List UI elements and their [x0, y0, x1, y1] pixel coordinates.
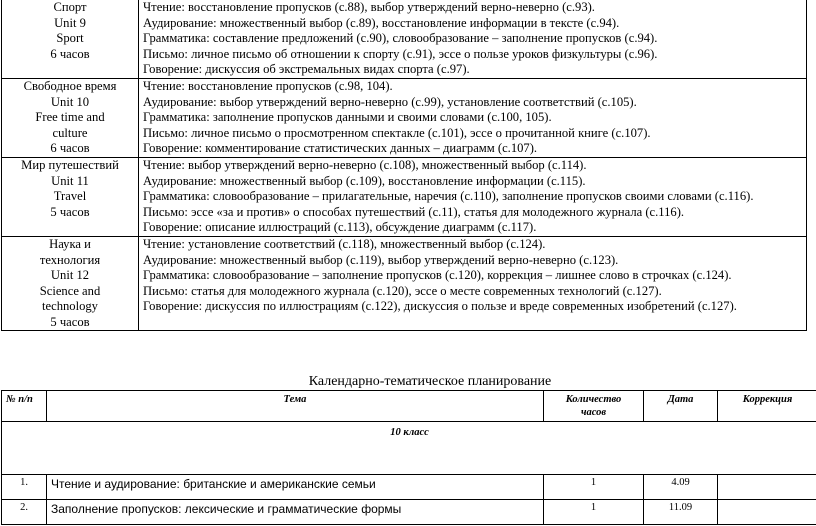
header-hours-line1: Количество	[565, 394, 622, 405]
calendar-header-row	[2, 391, 816, 422]
lesson-topic: Заполнение пропусков: лексические и грамматические формы	[47, 500, 544, 525]
description-line: Говорение: описание иллюстраций (с.113), обсуждение диаграмм (с.117).	[143, 220, 537, 235]
description-line: Письмо: личное письмо о просмотренном спектакле (с.101), эссе о прочитанной книге (с.107).	[143, 125, 651, 140]
header-correction: Коррекция	[718, 391, 816, 422]
unit-line: culture	[52, 125, 88, 140]
lesson-topic: Чтение и аудирование: британские и американские семьи	[47, 475, 544, 500]
unit-line: Unit 9	[54, 15, 86, 30]
unit-description-cell	[139, 236, 807, 331]
unit-line: Свободное время	[23, 78, 117, 93]
description-line: Говорение: комментирование статистических данных – диаграмм (с.107).	[143, 141, 538, 156]
lesson-hours: 1	[544, 500, 644, 525]
lesson-correction	[718, 500, 816, 525]
lesson-row	[2, 475, 816, 500]
grade-label: 10 класс	[2, 422, 816, 475]
unit-line: Unit 10	[50, 94, 90, 109]
description-line: Аудирование: множественный выбор (с.119), выбор утверждений верно-неверно (с.123).	[143, 252, 619, 267]
unit-description-cell	[139, 157, 807, 236]
unit-description-cell	[139, 0, 807, 78]
unit-line: 6 часов	[50, 141, 90, 156]
curriculum-units-table	[1, 0, 807, 331]
unit-cell	[2, 78, 139, 157]
unit-row	[2, 78, 807, 157]
unit-line: Unit 12	[50, 268, 90, 283]
description-line: Чтение: выбор утверждений верно-неверно (с.108), множественный выбор (с.114).	[143, 157, 587, 172]
unit-row	[2, 236, 807, 331]
description-line: Чтение: установление соответствий (с.118), множественный выбор (с.124).	[143, 236, 546, 251]
description-line: Письмо: статья для молодежного журнала (с.120), эссе о месте современных технологий (с.127).	[143, 283, 662, 298]
grade-row	[2, 422, 816, 475]
description-line: Аудирование: множественный выбор (с.89), восстановление информации в тексте (с.94).	[143, 15, 620, 30]
unit-line: 5 часов	[50, 204, 90, 219]
unit-line: Sport	[56, 31, 84, 46]
unit-line: Мир путешествий	[21, 157, 119, 172]
unit-row	[2, 0, 807, 78]
unit-cell	[2, 236, 139, 331]
unit-cell	[2, 157, 139, 236]
lesson-num: 2.	[2, 500, 47, 525]
units-body	[2, 0, 807, 331]
lesson-row	[2, 500, 816, 525]
lesson-hours: 1	[544, 475, 644, 500]
description-line: Говорение: дискуссия об экстремальных видах спорта (с.97).	[143, 62, 470, 77]
description-line: Грамматика: словообразование – прилагательные, наречия (с.110), заполнение пропусков своими словами (с.116).	[143, 189, 754, 204]
unit-line: Science and	[39, 283, 101, 298]
lesson-correction	[718, 475, 816, 500]
description-line: Грамматика: заполнение пропусков данными и своими словами (с.100, 105).	[143, 110, 552, 125]
unit-line: Unit 11	[51, 173, 89, 188]
description-line: Письмо: личное письмо об отношении к спорту (с.91), эссе о пользе уроков физкультуры (с.96).	[143, 46, 658, 61]
unit-line: технология	[39, 252, 101, 267]
lesson-num: 1.	[2, 475, 47, 500]
description-line: Чтение: восстановление пропусков (с.88), выбор утверждений верно-неверно (с.93).	[143, 0, 595, 14]
unit-line: Спорт	[53, 0, 87, 14]
calendar-plan-table	[1, 390, 816, 525]
unit-line: 6 часов	[50, 46, 90, 61]
lesson-date: 4.09	[644, 475, 718, 500]
unit-line: technology	[42, 299, 98, 314]
unit-line: Travel	[53, 189, 87, 204]
description-line: Письмо: эссе «за и против» о способах путешествий (с.11), статья для молодежного журнала (с.116).	[143, 204, 685, 219]
unit-cell	[2, 0, 139, 78]
calendar-title: Календарно-тематическое планирование	[308, 374, 552, 389]
unit-line: Наука и	[49, 236, 91, 251]
description-line: Грамматика: словообразование – заполнение пропусков (с.120), коррекция – лишнее слово в строчках (с.124).	[143, 268, 732, 283]
description-line: Грамматика: составление предложений (с.90), словообразование – заполнение пропусков (с.94).	[143, 31, 658, 46]
header-hours	[544, 391, 644, 422]
header-topic: Тема	[47, 391, 544, 422]
header-hours-line2: часов	[580, 407, 607, 418]
unit-description-cell	[139, 78, 807, 157]
description-line: Аудирование: выбор утверждений верно-неверно (с.99), установление соответствий (с.105).	[143, 94, 637, 109]
description-line: Аудирование: множественный выбор (с.109), восстановление информации (с.115).	[143, 173, 586, 188]
unit-row	[2, 157, 807, 236]
unit-line: 5 часов	[50, 314, 90, 329]
lesson-date: 11.09	[644, 500, 718, 525]
header-date: Дата	[644, 391, 718, 422]
description-line: Чтение: восстановление пропусков (с.98, 104).	[143, 78, 393, 93]
unit-line: Free time and	[35, 110, 105, 125]
description-line: Говорение: дискуссия по иллюстрациям (с.122), дискуссия о пользе и вреде современных изобретений (с.127).	[143, 299, 737, 314]
header-num: № п/п	[2, 391, 47, 422]
